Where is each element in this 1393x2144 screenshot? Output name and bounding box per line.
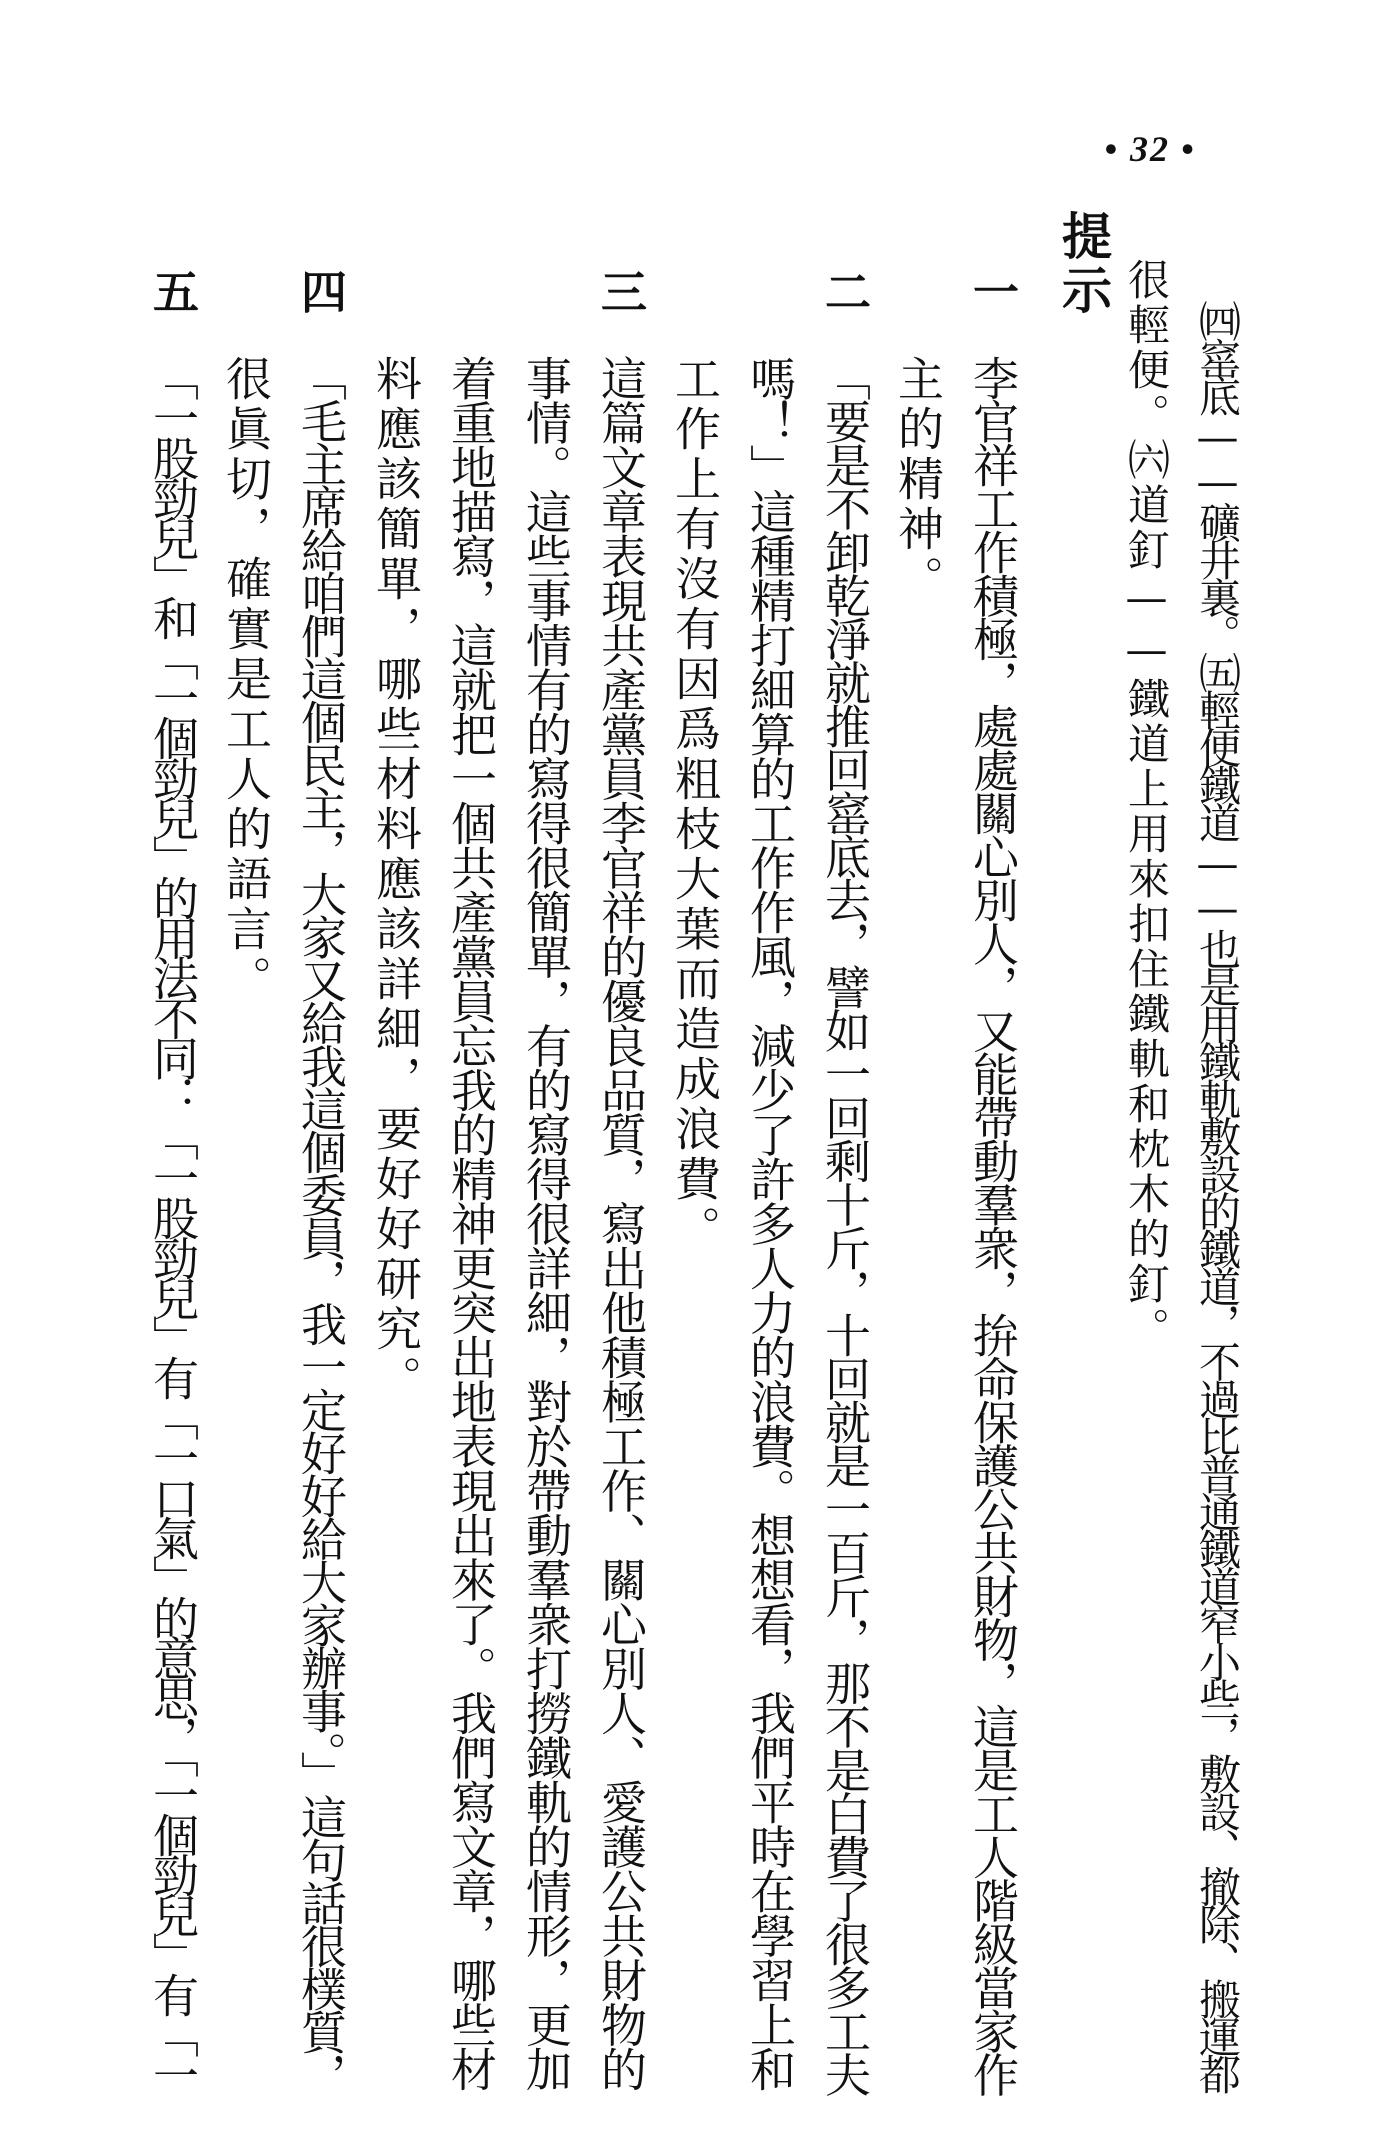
item-3-line-2: 事情。這些事情有的寫得很簡單，有的寫得很詳細，對於帶動羣衆打撈鐵軌的情形，更加	[519, 355, 573, 2091]
item-2-line-1: 「要是不卸乾淨就推回窰底去，譬如一回剩十斤，十回就是一百斤，那不是白費了很多工夫	[818, 355, 872, 2095]
item-number-1: 一	[966, 268, 1020, 318]
item-3-line-4: 料應該簡單，哪些材料應該詳細，要好好研究。	[369, 355, 423, 1405]
item-number-3: 三	[594, 268, 648, 318]
item-2-line-3: 工作上有沒有因爲粗枝大葉而造成浪費。	[668, 355, 722, 1255]
item-5-line-1: 「一股勁兒」和「一個勁兒」的用法不同：「一股勁兒」有「一口氣」的意思，「一個勁兒」有「一	[146, 355, 200, 2092]
item-3-line-1: 這篇文章表現共產黨員李官祥的優良品質，寫出他積極工作、關心別人、愛護公共財物的	[594, 355, 648, 2091]
item-4-line-2: 很眞切，確實是工人的語言。	[219, 355, 273, 1005]
item-number-2: 二	[818, 268, 872, 318]
item-3-line-3: 着重地描寫，這就把一個共產黨員忘我的精神更突出地表現出來了。我們寫文章，哪些材	[444, 355, 498, 2091]
note-line-1: ㈣窰底——礦井裏。㈤輕便鐵道——也是用鐵軌敷設的鐵道，不過比普通鐵道窄小些，敷設、撤除、搬運都	[1193, 300, 1242, 2091]
item-2-line-2: 嗎！」這種精打細算的工作作風，減少了許多人力的浪費。想想看，我們平時在學習上和	[743, 355, 797, 2091]
page-number: • 32 •	[1104, 129, 1196, 169]
item-1-line-2: 主的精神。	[891, 355, 945, 605]
item-4-line-1: 「毛主席給咱們這個民主，大家又給我這個委員，我一定好好給大家辦事。」這句話很樸質，	[294, 355, 348, 2095]
note-line-2: 很輕便。㈥道釘——鐵道上用來扣住鐵軌和枕木的釘。	[1122, 258, 1171, 1352]
hints-heading: 提示	[1054, 210, 1113, 318]
item-1-line-1: 李官祥工作積極，處處關心別人，又能帶動羣衆，拚命保護公共財物，這是工人階級當家作	[966, 355, 1020, 2095]
item-number-5: 五	[146, 268, 200, 318]
item-number-4: 四	[294, 268, 348, 318]
